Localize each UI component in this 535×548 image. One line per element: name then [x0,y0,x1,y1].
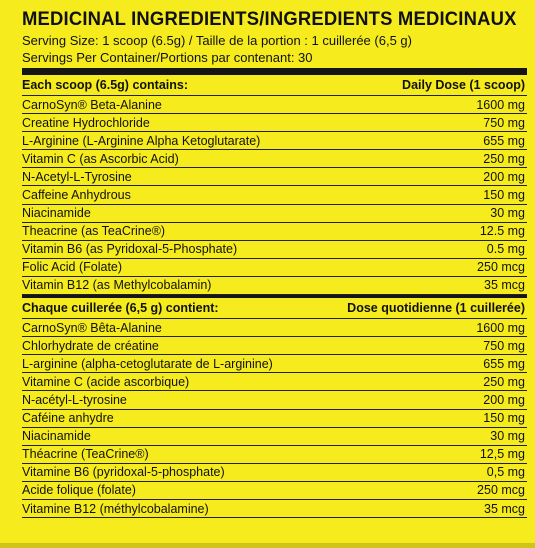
ingredient-row [22,114,527,132]
cut-off-footer-strip [0,543,535,548]
ingredient-row [22,500,527,518]
serving-size: Serving Size: 1 scoop (6.5g) / Taille de la portion : 1 cuillerée (6,5 g) [22,33,412,48]
ingredient-name: Théacrine (TeaCrine®) [22,447,149,462]
ingredient-name: Caféine anhydre [22,411,114,426]
ingredients-panel [22,8,527,518]
ingredient-row [22,186,527,204]
ingredient-row [22,337,527,355]
ingredient-dose: 35 mcg [484,501,525,516]
ingredient-name: Niacinamide [22,206,91,221]
ingredient-name: CarnoSyn® Beta-Alanine [22,97,162,112]
ingredient-dose: 655 mg [483,356,525,371]
english-ingredient-column-header: Each scoop (6.5g) contains: [22,78,189,92]
ingredient-row [22,168,527,186]
ingredient-row [22,355,527,373]
ingredient-name: Vitamin C (as Ascorbic Acid) [22,151,179,166]
ingredient-dose: 30 mg [490,206,525,221]
french-dose-column-header: Dose quotidienne (1 cuillerée) [347,301,525,316]
ingredient-name: CarnoSyn® Bêta-Alanine [22,320,162,335]
ingredient-row [22,241,527,259]
ingredient-dose: 200 mg [483,392,525,407]
ingredient-row [22,150,527,168]
ingredient-dose: 0,5 mg [486,465,525,480]
ingredient-row [22,464,527,482]
ingredient-name: Vitamine B6 (pyridoxal-5-phosphate) [22,465,225,480]
ingredient-dose: 12,5 mg [479,447,525,462]
ingredient-dose: 30 mg [490,429,525,444]
ingredient-row [22,277,527,295]
ingredient-name: Theacrine (as TeaCrine®) [22,224,166,239]
ingredient-row [22,482,527,500]
ingredient-name: Chlorhydrate de créatine [22,338,159,353]
ingredient-row [22,428,527,446]
ingredient-name: Creatine Hydrochloride [22,115,150,130]
ingredient-row [22,391,527,409]
ingredient-dose: 0.5 mg [486,242,525,257]
ingredient-row [22,223,527,241]
ingredient-name: N-acétyl-L-tyrosine [22,392,127,407]
ingredient-name: Vitamin B12 (as Methylcobalamin) [22,278,212,293]
ingredient-dose: 250 mg [483,151,525,166]
ingredient-name: L-Arginine (L-Arginine Alpha Ketoglutarate) [22,133,261,148]
ingredient-name: Caffeine Anhydrous [22,188,131,203]
ingredient-row [22,132,527,150]
servings-per-container: Servings Per Container/Portions par contenant: 30 [22,50,313,65]
ingredient-dose: 750 mg [483,338,525,353]
english-table-header [22,75,527,96]
ingredient-dose: 150 mg [483,188,525,203]
ingredient-row [22,410,527,428]
ingredient-row [22,373,527,391]
ingredient-name: N-Acetyl-L-Tyrosine [22,169,132,184]
ingredient-dose: 250 mg [483,374,525,389]
ingredient-dose: 12.5 mg [479,224,525,239]
ingredient-dose: 750 mg [483,115,525,130]
ingredient-name: Acide folique (folate) [22,483,136,498]
ingredient-name: Folic Acid (Folate) [22,260,123,275]
ingredient-dose: 150 mg [483,411,525,426]
ingredient-row [22,259,527,277]
ingredient-row [22,96,527,114]
english-dose-column-header: Daily Dose (1 scoop) [402,78,525,92]
ingredient-dose: 1600 mg [476,97,525,112]
thick-divider [22,68,527,75]
ingredient-row [22,319,527,337]
ingredient-name: Vitamine B12 (méthylcobalamine) [22,501,209,516]
ingredient-dose: 250 mcg [477,483,525,498]
ingredient-dose: 655 mg [483,133,525,148]
ingredient-dose: 35 mcg [484,278,525,293]
french-table-body [22,319,527,518]
ingredient-dose: 200 mg [483,169,525,184]
ingredient-name: Vitamin B6 (as Pyridoxal-5-Phosphate) [22,242,238,257]
french-ingredient-column-header: Chaque cuillerée (6,5 g) contient: [22,301,219,316]
ingredient-name: Niacinamide [22,429,91,444]
french-table-header [22,298,527,319]
panel-title: MEDICINAL INGREDIENTS/INGREDIENTS MEDICINAUX [22,9,517,30]
ingredient-row [22,205,527,223]
ingredient-dose: 1600 mg [476,320,525,335]
ingredient-dose: 250 mcg [477,260,525,275]
english-table-body [22,96,527,295]
ingredient-name: Vitamine C (acide ascorbique) [22,374,190,389]
ingredient-name: L-arginine (alpha-cetoglutarate de L-arginine) [22,356,273,371]
ingredient-row [22,446,527,464]
